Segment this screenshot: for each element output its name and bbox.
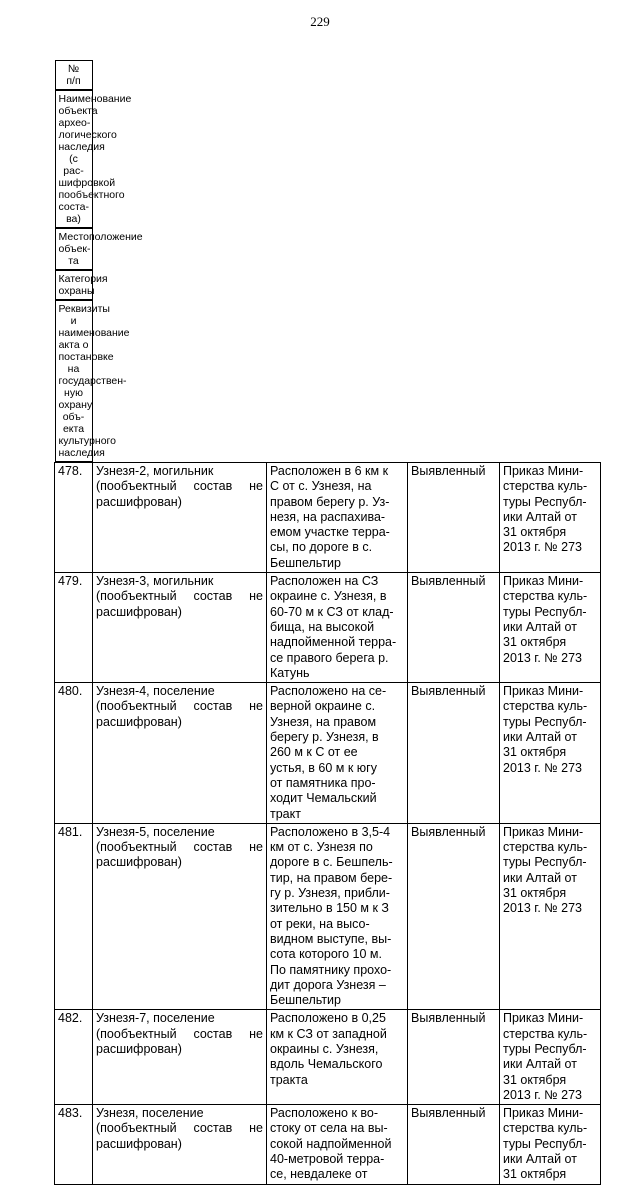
category-cell — [408, 823, 500, 1010]
table-row — [55, 463, 601, 573]
protection-category: Выявленный — [411, 1106, 486, 1121]
object-location: Расположен в 6 км к С от с. Узнезя, на правом берегу р. Уз- незя, на распахива- емом участке терра- сы, по дороге в с. Бешпельтир — [270, 464, 390, 570]
object-location: Расположено на се- верной окраине с. Узнезя, на правом берегу р. Узнезя, в 260 м к С от ее устья, в 60 м к югу от памятника про- ходит Чемальский тракт — [270, 684, 387, 821]
object-name-cell — [93, 823, 267, 1010]
object-location: Расположен на СЗ окраине с. Узнезя, в 60-70 м к СЗ от клад- бища, на высокой надпойменной терра- се правого берега р. Катунь — [270, 574, 397, 680]
object-name: Узнезя-2, могильник — [96, 464, 214, 478]
object-composition-end: расшифрован) — [96, 714, 182, 729]
row-number-text: 483. — [58, 1106, 83, 1121]
act-details: Приказ Мини- стерства куль- туры Республ- ики Алтай от 31 октября 2013 г. № 273 — [503, 464, 588, 555]
category-cell — [408, 573, 500, 683]
act-cell — [500, 683, 601, 824]
object-name-cell — [93, 683, 267, 824]
object-name: Узнезя-3, могильник — [96, 574, 214, 589]
protection-category: Выявленный — [411, 464, 486, 478]
object-name-cell — [93, 573, 267, 683]
table-row — [55, 1010, 601, 1105]
table-body — [55, 463, 601, 1185]
object-composition: (пообъектный состав не — [96, 840, 263, 855]
header-object-name: Наименование объекта архео- логического наследия (с рас- шифровкой пообъектного соста- ва) — [55, 90, 93, 228]
row-number-text: 481. — [58, 824, 83, 839]
row-number-text: 480. — [58, 684, 83, 699]
row-number-text: 478. — [58, 464, 83, 478]
category-cell — [408, 463, 500, 573]
act-cell — [500, 573, 601, 683]
act-cell — [500, 463, 601, 573]
category-cell — [408, 1105, 500, 1184]
location-cell — [267, 573, 408, 683]
act-details: Приказ Мини- стерства куль- туры Республ- ики Алтай от 31 октября — [503, 1106, 588, 1182]
act-details: Приказ Мини- стерства куль- туры Республ- ики Алтай от 31 октября 2013 г. № 273 — [503, 574, 588, 665]
object-name: Узнезя-5, поселение — [96, 824, 215, 839]
protection-category: Выявленный — [411, 684, 486, 699]
page-number: 229 — [310, 14, 330, 29]
object-name: Узнезя-4, поселение — [96, 684, 215, 699]
table-row — [55, 573, 601, 683]
protection-category: Выявленный — [411, 824, 486, 839]
object-name-cell — [93, 1105, 267, 1184]
protection-category: Выявленный — [411, 574, 486, 589]
row-number — [55, 1010, 93, 1105]
location-cell — [267, 823, 408, 1010]
object-composition-end: расшифрован) — [96, 1136, 182, 1151]
location-cell — [267, 1010, 408, 1105]
act-cell — [500, 823, 601, 1010]
protection-category: Выявленный — [411, 1011, 486, 1026]
table-header-row — [55, 60, 601, 463]
table-row — [55, 683, 601, 824]
object-name: Узнезя, поселение — [96, 1106, 204, 1121]
header-location: Местоположение объек- та — [55, 228, 93, 270]
heritage-registry-table — [54, 60, 601, 1185]
row-number — [55, 683, 93, 824]
object-location: Расположено к во- стоку от села на вы- сокой надпойменной 40-метровой терра- се, невдалеке от — [270, 1106, 392, 1182]
object-composition: (пообъектный состав не — [96, 589, 263, 604]
object-composition-end: расшифрован) — [96, 604, 182, 619]
location-cell — [267, 463, 408, 573]
table-row — [55, 1105, 601, 1184]
row-number-text: 482. — [58, 1011, 83, 1026]
row-number — [55, 463, 93, 573]
row-number — [55, 1105, 93, 1184]
object-name-cell — [93, 1010, 267, 1105]
act-details: Приказ Мини- стерства куль- туры Республ- ики Алтай от 31 октября 2013 г. № 273 — [503, 1011, 588, 1102]
object-composition: (пообъектный состав не — [96, 699, 263, 714]
object-composition: (пообъектный состав не — [96, 1026, 263, 1041]
act-details: Приказ Мини- стерства куль- туры Республ- ики Алтай от 31 октября 2013 г. № 273 — [503, 824, 588, 916]
object-location: Расположено в 3,5-4 км от с. Узнезя по дороге в с. Бешпель- тир, на правом бере- гу р. Узнезя, прибли- зительно в 150 м к З от реки, на высо- видном выступе, вы- сота которого 10 м. По памятнику прохо- дит дорога Узнезя – Бешпельтир — [270, 824, 393, 1008]
table-row — [55, 823, 601, 1010]
object-composition-end: расшифрован) — [96, 494, 182, 509]
category-cell — [408, 1010, 500, 1105]
category-cell — [408, 683, 500, 824]
location-cell — [267, 683, 408, 824]
object-composition: (пообъектный состав не — [96, 479, 263, 494]
object-location: Расположено в 0,25 км к СЗ от западной окраины с. Узнезя, вдоль Чемальского тракта — [270, 1011, 387, 1087]
header-number: № п/п — [55, 60, 93, 90]
act-cell — [500, 1010, 601, 1105]
object-composition: (пообъектный состав не — [96, 1121, 263, 1136]
act-cell — [500, 1105, 601, 1184]
object-name-cell — [93, 463, 267, 573]
object-composition-end: расшифрован) — [96, 855, 182, 870]
header-protection-category: Категория охраны — [55, 270, 93, 300]
row-number-text: 479. — [58, 574, 83, 589]
location-cell — [267, 1105, 408, 1184]
row-number — [55, 573, 93, 683]
act-details: Приказ Мини- стерства куль- туры Республ- ики Алтай от 31 октября 2013 г. № 273 — [503, 684, 588, 775]
object-name: Узнезя-7, поселение — [96, 1011, 215, 1026]
header-act-details: Реквизиты и наименование акта о постановке на государствен- ную охрану объ- екта культурного наследия — [55, 300, 93, 462]
object-composition-end: расшифрован) — [96, 1041, 182, 1056]
row-number — [55, 823, 93, 1010]
